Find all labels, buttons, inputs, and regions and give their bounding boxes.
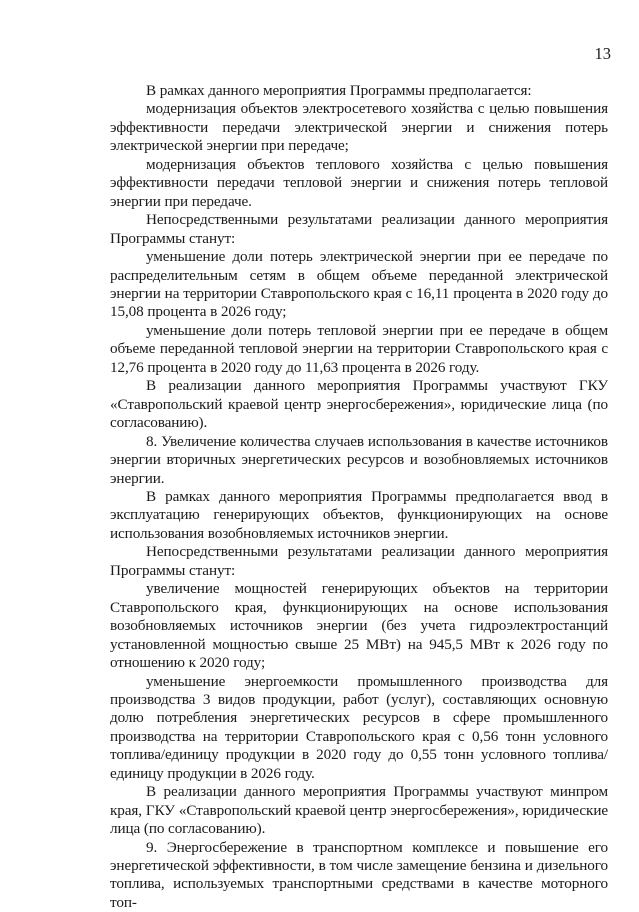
paragraph: В реализации данного мероприятия Программы участвуют минпром края, ГКУ «Ставропольский краевой центр энергосбережения», юридические лица (по согласованию). (110, 783, 608, 838)
paragraph: Непосредственными результатами реализации данного мероприятия Программы станут: (110, 543, 608, 579)
paragraph: Непосредственными результатами реализации данного мероприятия Программы станут: (110, 211, 608, 247)
document-body (110, 82, 608, 912)
paragraph: В рамках данного мероприятия Программы предполагается ввод в эксплуатацию генерирующих объектов, функционирующих на основе использования возобновляемых источников энергии. (110, 487, 608, 542)
paragraph: уменьшение энергоемкости промышленного производства для производства 3 видов продукции, работ (услуг), составляющих основную долю потребления энергетических ресурсов в сфере промышленного производства на территории Ставропольского края с 0,56 тонн условного топлива/единицу продукции в 2020 году до 0,55 тонн условного топлива/единицу продукции в 2026 году. (110, 672, 608, 782)
paragraph: 8. Увеличение количества случаев использования в качестве источников энергии вторичных энергетических ресурсов и возобновляемых источников энергии. (110, 432, 608, 487)
paragraph: увеличение мощностей генерирующих объектов на территории Ставропольского края, функционирующих на основе использования возобновляемых источников энергии (без учета гидроэлектростанций установленной мощностью свыше 25 МВт) на 945,5 МВт к 2026 году по отношению к 2020 году; (110, 580, 608, 672)
paragraph: 9. Энергосбережение в транспортном комплексе и повышение его энергетической эффективности, в том числе замещение бензина и дизельного топлива, используемых транспортными средствами в качестве моторного топ- (110, 838, 608, 911)
paragraph: модернизация объектов электросетевого хозяйства с целью повышения эффективности передачи электрической энергии и снижения потерь электрической энергии при передаче; (110, 100, 608, 155)
paragraph: уменьшение доли потерь электрической энергии при ее передаче по распределительным сетям в общем объеме переданной электрической энергии на территории Ставропольского края с 16,11 процента в 2020 году до 15,08 процента в 2026 году; (110, 248, 608, 321)
paragraph: В рамках данного мероприятия Программы предполагается: (146, 82, 532, 99)
paragraph: В реализации данного мероприятия Программы участвуют ГКУ «Ставропольский краевой центр энергосбережения», юридические лица (по согласованию). (110, 377, 608, 432)
paragraph: модернизация объектов теплового хозяйства с целью повышения эффективности передачи тепловой энергии и снижения потерь тепловой энергии при передаче. (110, 155, 608, 210)
paragraph: уменьшение доли потерь тепловой энергии при ее передаче в общем объеме переданной тепловой энергии на территории Ставропольского края с 12,76 процента в 2020 году до 11,63 процента в 2026 году. (110, 321, 608, 376)
page-number: 13 (594, 44, 611, 63)
